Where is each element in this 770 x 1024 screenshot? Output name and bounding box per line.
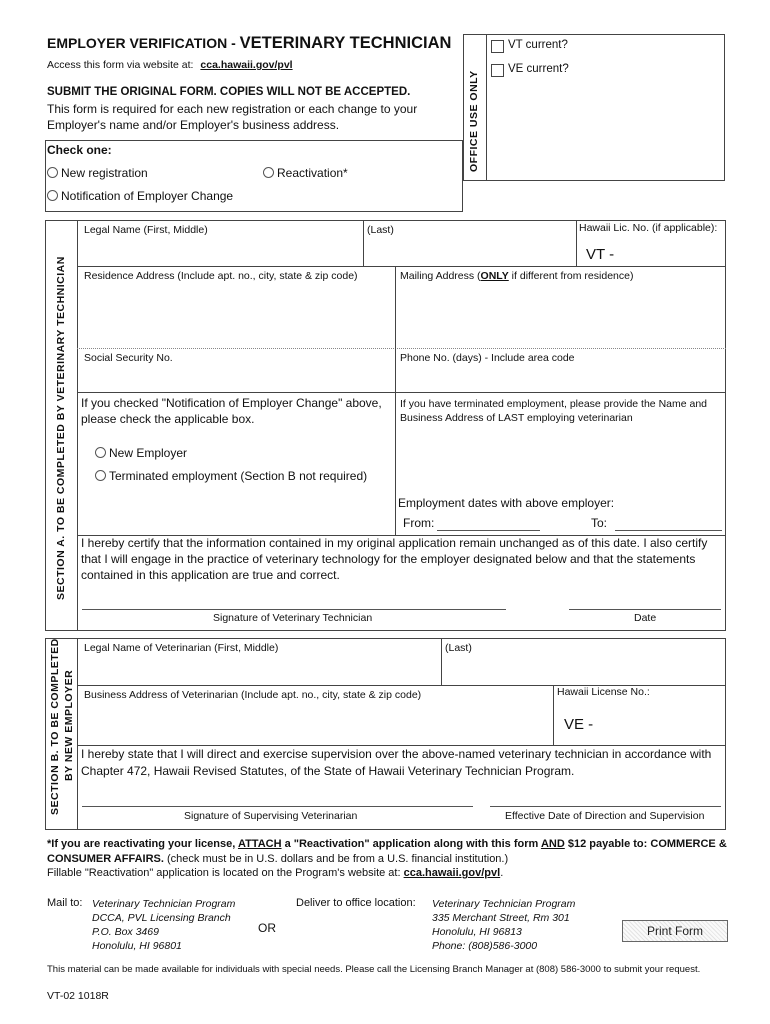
residence-label: Residence Address (Include apt. no., city, state & zip code)	[84, 270, 358, 282]
reactivation-note-1a: *If you are reactivating your license,	[47, 838, 238, 850]
mail-line: Honolulu, HI 96801	[92, 940, 182, 952]
option-terminated[interactable]	[95, 469, 367, 483]
mail-to-label: Mail to:	[47, 897, 83, 909]
required-line-2: Employer's name and/or Employer's business address.	[47, 118, 340, 132]
option-new-employer[interactable]	[95, 446, 187, 460]
check-one-label: Check one:	[47, 143, 112, 157]
from-date-field[interactable]	[437, 530, 540, 531]
mailing-label-only: ONLY	[480, 270, 509, 282]
effective-date-label: Effective Date of Direction and Supervision	[505, 810, 705, 822]
phone-field[interactable]	[398, 366, 722, 390]
access-text: Access this form via website at:	[47, 59, 194, 71]
terminated-label: Terminated employment (Section B not required)	[109, 469, 368, 483]
section-a-label: SECTION A. TO BE COMPLETED BY VETERINARY TECHNICIAN	[55, 256, 67, 600]
radio-terminated[interactable]	[95, 470, 106, 481]
notif-instruction-1: If you checked "Notification of Employer Change" above,	[81, 396, 382, 410]
reactivation-note-2	[47, 853, 508, 865]
reactivation-note-2b: (check must be in U.S. dollars and be from a U.S. financial institution.)	[163, 853, 509, 865]
ve-prefix: VE -	[564, 716, 594, 733]
tech-date-label: Date	[634, 612, 657, 624]
access-line	[47, 59, 293, 71]
reactivation-note-1	[47, 838, 727, 850]
reactivation-note-3	[47, 867, 503, 879]
vt-number-field[interactable]	[616, 244, 722, 264]
print-form-button[interactable]: Print Form	[622, 920, 728, 942]
legal-name-label: Legal Name (First, Middle)	[84, 224, 208, 236]
last-name-field[interactable]	[366, 238, 572, 264]
to-date-field[interactable]	[615, 530, 722, 531]
radio-new-registration[interactable]	[47, 167, 58, 178]
radio-new-employer[interactable]	[95, 447, 106, 458]
option-reactivation-label: Reactivation*	[277, 166, 348, 180]
mailing-label	[400, 270, 633, 282]
supervision-line-2: Chapter 472, Hawaii Revised Statutes, of the State of Hawaii Veterinary Technician Program.	[81, 764, 575, 778]
terminated-instruction-2: Business Address of LAST employing veterinarian	[400, 412, 633, 424]
tech-date-field[interactable]	[569, 609, 721, 610]
deliver-line: 335 Merchant Street, Rm 301	[432, 912, 570, 924]
tech-signature-field[interactable]	[82, 609, 506, 610]
reactivation-note-1b: a "Reactivation" application along with this form	[281, 838, 541, 850]
deliver-label: Deliver to office location:	[296, 897, 416, 909]
office-use-label: OFFICE USE ONLY	[468, 70, 480, 172]
reactivation-note-3b: .	[500, 867, 504, 879]
reactivation-note-1c: $12 payable to: COMMERCE &	[564, 838, 727, 850]
ve-number-field[interactable]	[594, 714, 722, 736]
title-prefix: EMPLOYER VERIFICATION -	[47, 35, 240, 51]
mail-line: DCCA, PVL Licensing Branch	[92, 912, 231, 924]
ssn-field[interactable]	[80, 366, 392, 390]
certify-line-2: that I will engage in the practice of veterinary technology for the employer designated below and that the statements	[81, 552, 696, 566]
ve-current-label: VE current?	[508, 63, 569, 75]
mail-line: P.O. Box 3469	[92, 926, 159, 938]
option-notification[interactable]	[47, 189, 233, 203]
section-b-label-2: BY NEW EMPLOYER	[63, 669, 75, 781]
vt-current-label: VT current?	[508, 39, 568, 51]
ve-current-checkbox[interactable]	[491, 64, 504, 77]
reactivation-url-link[interactable]: cca.hawaii.gov/pvl	[403, 867, 501, 879]
vet-business-addr-label: Business Address of Veterinarian (Include apt. no., city, state & zip code)	[84, 689, 422, 701]
access-url-link[interactable]: cca.hawaii.gov/pvl	[200, 59, 293, 71]
radio-reactivation[interactable]	[263, 167, 274, 178]
last-veterinarian-field[interactable]	[398, 428, 722, 490]
tech-signature-label: Signature of Veterinary Technician	[213, 612, 373, 624]
phone-label: Phone No. (days) - Include area code	[400, 352, 575, 364]
mailing-label-post: if different from residence)	[508, 270, 634, 282]
emp-dates-label: Employment dates with above employer:	[398, 496, 615, 510]
to-label: To:	[591, 516, 608, 530]
section-b-label-1: SECTION B. TO BE COMPLETED	[49, 638, 61, 815]
ssn-label: Social Security No.	[84, 352, 173, 364]
deliver-line: Honolulu, HI 96813	[432, 926, 522, 938]
option-new-registration-label: New registration	[61, 166, 148, 180]
reactivation-note-3a: Fillable "Reactivation" application is located on the Program's website at:	[47, 867, 404, 879]
form-code: VT-02 1018R	[47, 990, 109, 1002]
residence-field[interactable]	[80, 284, 392, 346]
lic-no-label: Hawaii Lic. No. (if applicable):	[579, 222, 718, 234]
option-new-registration[interactable]	[47, 166, 148, 180]
vet-signature-field[interactable]	[82, 806, 473, 807]
vet-license-label: Hawaii License No.:	[557, 686, 650, 698]
radio-notification[interactable]	[47, 190, 58, 201]
from-label: From:	[403, 516, 435, 530]
last-name-label: (Last)	[367, 224, 394, 236]
terminated-instruction-1: If you have terminated employment, please provide the Name and	[400, 398, 708, 410]
vt-prefix: VT -	[586, 246, 615, 263]
legal-name-field[interactable]	[80, 238, 360, 264]
vet-last-name-label: (Last)	[445, 642, 472, 654]
mailing-field[interactable]	[398, 284, 722, 346]
special-needs-note: This material can be made available for individuals with special needs. Please call the Licensing Branch Manager at (808) 586-3000 to submit your request.	[47, 964, 701, 975]
vet-business-addr-field[interactable]	[80, 703, 550, 743]
deliver-line: Phone: (808)586-3000	[432, 940, 538, 952]
certify-line-3: contained in this application are true and correct.	[81, 568, 340, 582]
office-use-box	[463, 34, 725, 181]
submit-notice: SUBMIT THE ORIGINAL FORM. COPIES WILL NOT BE ACCEPTED.	[47, 86, 411, 98]
reactivation-attach: ATTACH	[237, 838, 282, 850]
vet-legal-name-field[interactable]	[80, 656, 438, 682]
option-reactivation[interactable]	[263, 166, 348, 180]
mail-line: Veterinary Technician Program	[92, 898, 236, 910]
vet-legal-name-label: Legal Name of Veterinarian (First, Middle)	[84, 642, 279, 654]
vt-current-checkbox[interactable]	[491, 40, 504, 53]
mail-address	[92, 897, 235, 953]
required-line-1: This form is required for each new registration or each change to your	[47, 102, 418, 116]
new-employer-label: New Employer	[109, 446, 188, 460]
deliver-line: Veterinary Technician Program	[432, 898, 576, 910]
reactivation-and: AND	[540, 838, 565, 850]
notif-instruction-2: please check the applicable box.	[81, 412, 255, 426]
vet-signature-label: Signature of Supervising Veterinarian	[184, 810, 358, 822]
deliver-address	[432, 897, 575, 953]
option-notification-label: Notification of Employer Change	[61, 189, 234, 203]
vet-last-name-field[interactable]	[444, 656, 722, 682]
certify-line-1: I hereby certify that the information contained in my original application remain unchanged as of this date. I also certify	[81, 536, 708, 550]
effective-date-field[interactable]	[490, 806, 721, 807]
form-title	[47, 34, 451, 53]
or-label: OR	[258, 921, 276, 935]
supervision-line-1: I hereby state that I will direct and exercise supervision over the above-named veterinary technician in accordance with	[81, 747, 712, 761]
mailing-label-pre: Mailing Address (	[400, 270, 481, 282]
reactivation-note-2a: CONSUMER AFFAIRS.	[47, 853, 164, 865]
title-main: VETERINARY TECHNICIAN	[239, 34, 452, 52]
